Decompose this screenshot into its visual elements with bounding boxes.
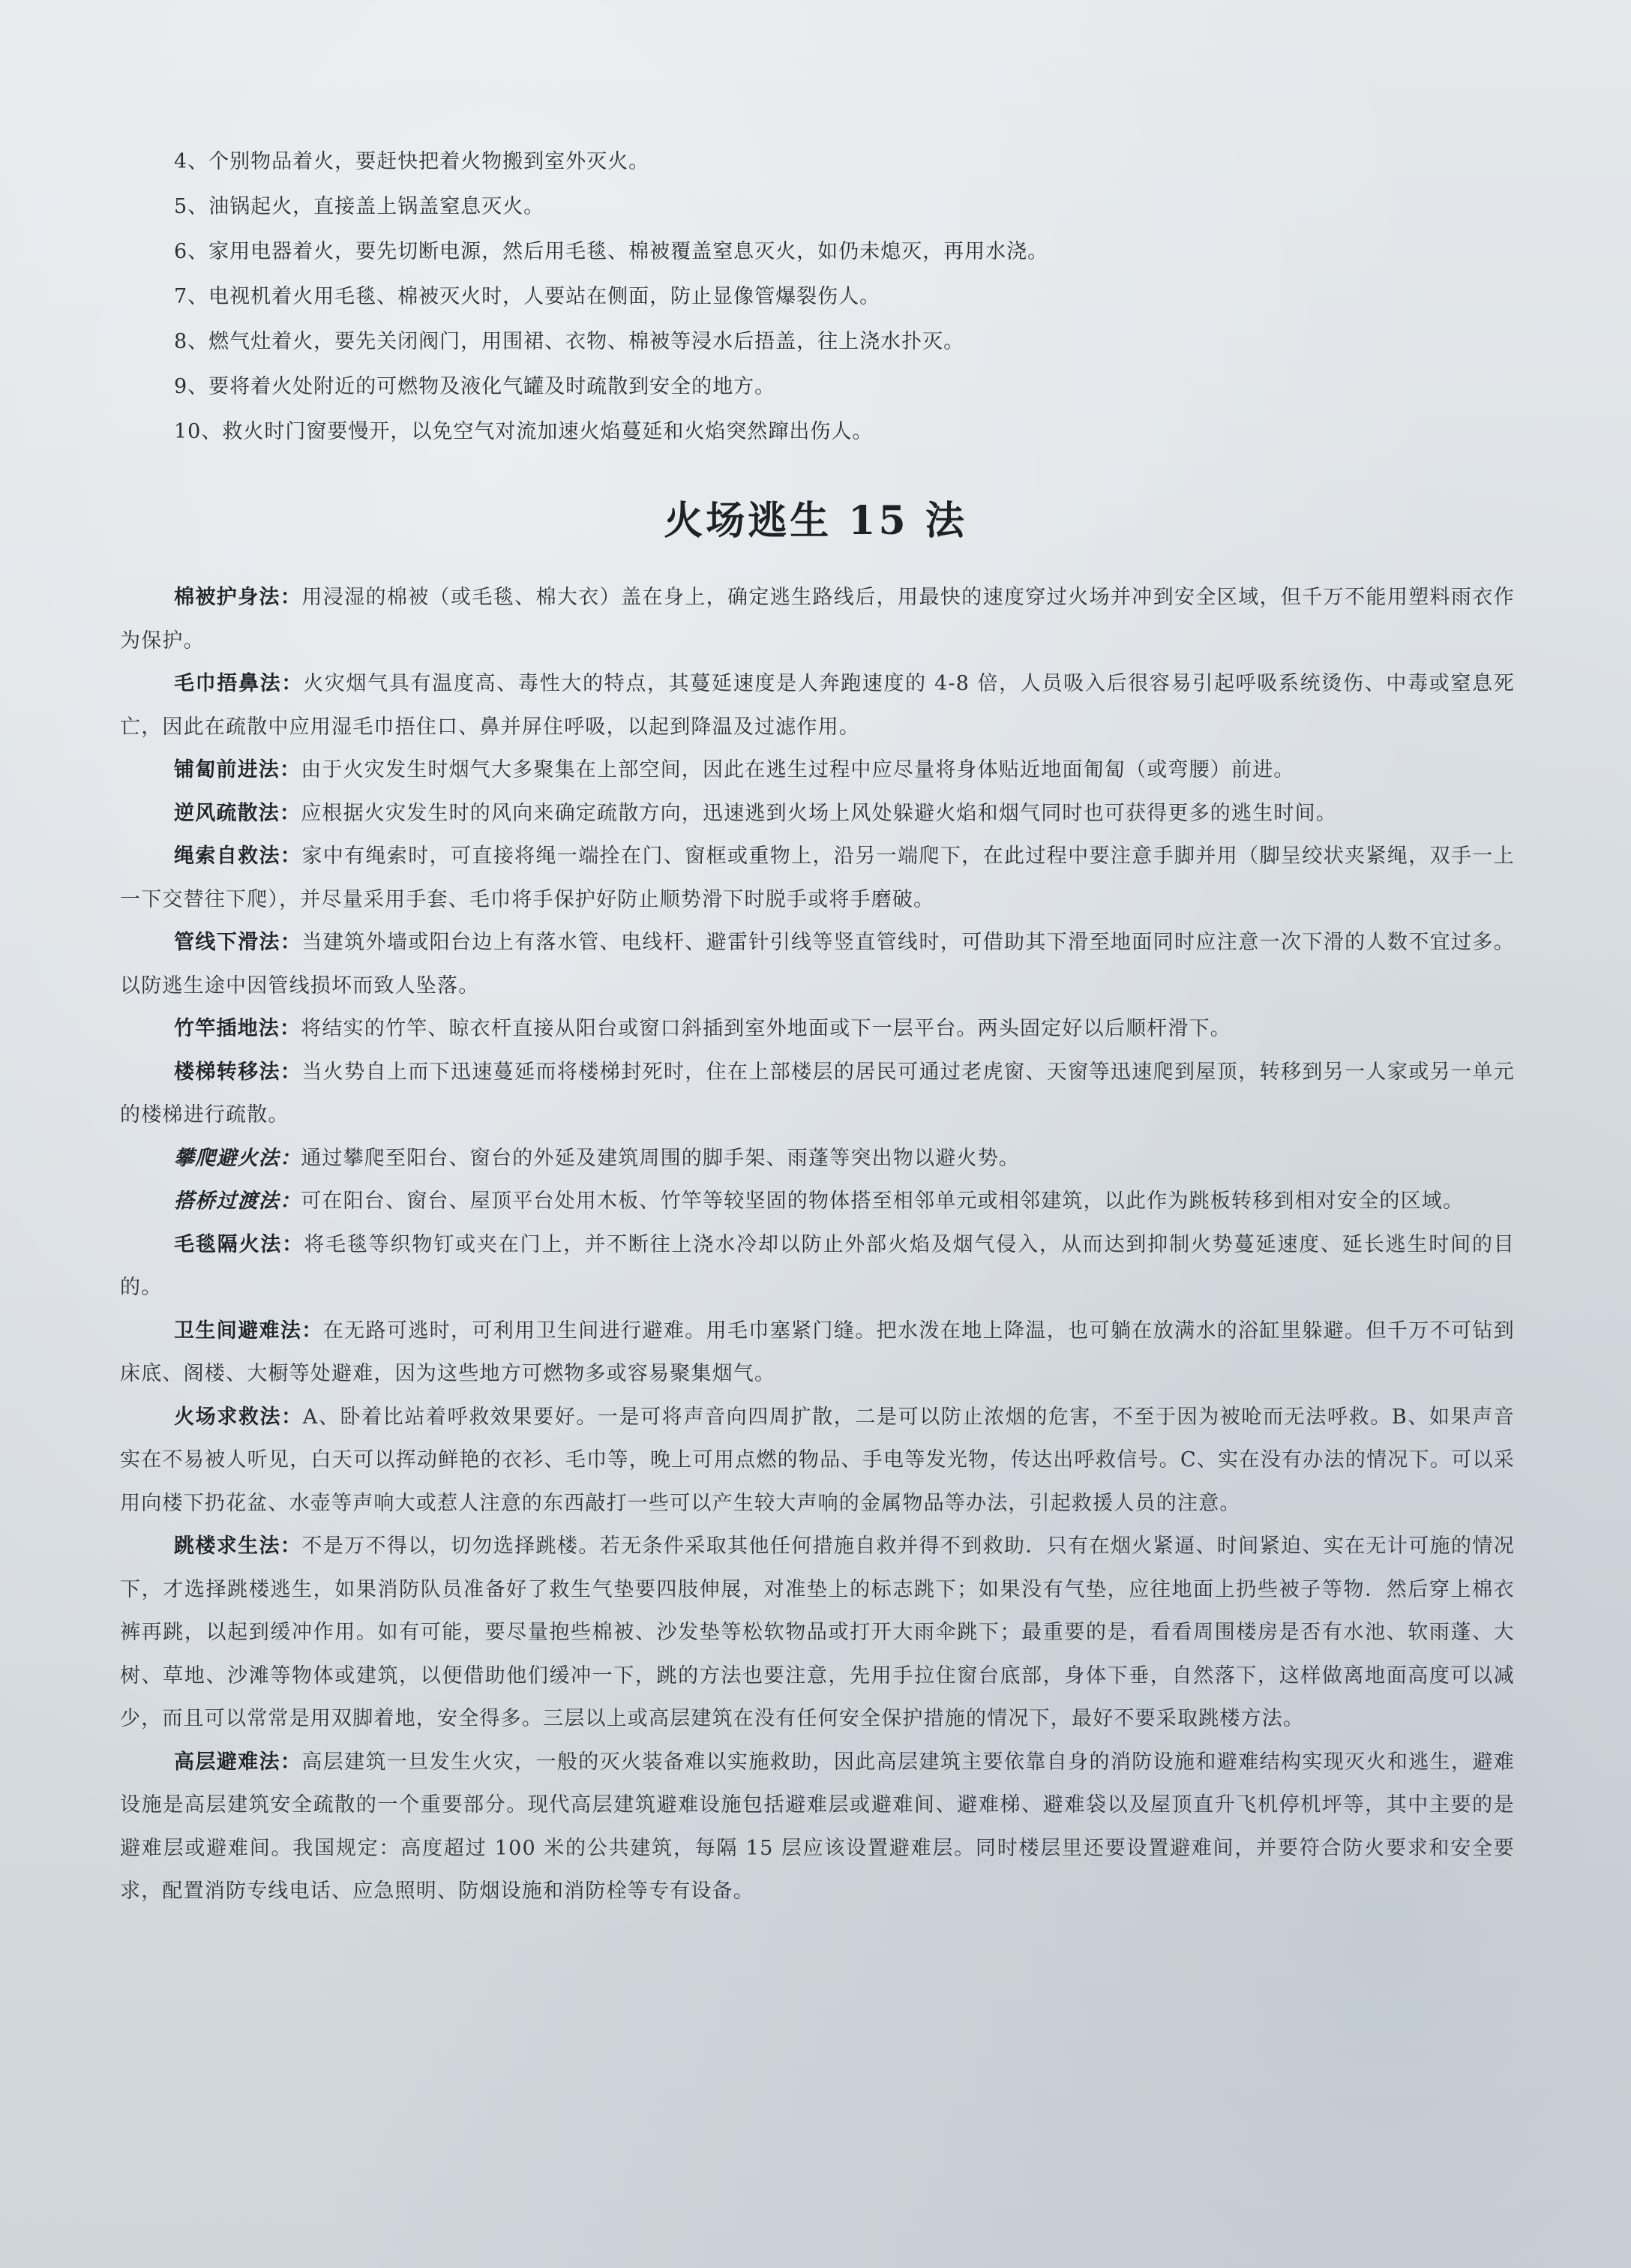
method-text: 将毛毯等织物钉或夹在门上，并不断往上浇水冷却以防止外部火焰及烟气侵入，从而达到抑制火势蔓延速度、延长逃生时间的目的。: [120, 1232, 1516, 1299]
method-paragraph: [120, 1223, 1515, 1310]
method-name: 楼梯转移法：: [174, 1060, 302, 1084]
method-paragraph: [120, 748, 1515, 792]
method-text: 用浸湿的棉被（或毛毯、棉大衣）盖在身上，确定逃生路线后，用最快的速度穿过火场并冲到安全区域，但千万不能用塑料雨衣作为保护。: [120, 586, 1515, 652]
method-text: A、卧着比站着呼救效果要好。一是可将声音向四周扩散，二是可以防止浓烟的危害，不至于因为被呛而无法呼救。B、如果声音实在不易被人听见，白天可以挥动鲜艳的衣衫、毛巾等，晚上可用点燃的物品、手电等发光物，传达出呼救信号。C、实在没有办法的情况下。可以采用向楼下扔花盆、水壶等声响大或惹人注意的东西敲打一些可以产生较大声响的金属物品等办法，引起救援人员的注意。: [120, 1405, 1515, 1515]
method-text: 在无路可逃时，可利用卫生间进行避难。用毛巾塞紧门缝。把水泼在地上降温，也可躺在放满水的浴缸里躲避。但千万不可钻到床底、阁楼、大橱等处避难，因为这些地方可燃物多或容易聚集烟气。: [120, 1318, 1515, 1385]
method-name: 毛毯隔火法：: [174, 1232, 304, 1256]
method-text: 当建筑外墙或阳台边上有落水管、电线杆、避雷针引线等竖直管线时，可借助其下滑至地面同时应注意一次下滑的人数不宜过多。以防逃生途中因管线损坏而致人坠落。: [120, 931, 1515, 998]
method-name: 跳楼求生法：: [174, 1534, 302, 1558]
method-text: 可在阳台、窗台、屋顶平台处用木板、竹竿等较坚固的物体搭至相邻单元或相邻建筑，以此作为跳板转移到相对安全的区域。: [301, 1190, 1465, 1213]
method-paragraph: [120, 662, 1515, 748]
list-item: 5、油锅起火，直接盖上锅盖窒息灭火。: [174, 195, 545, 218]
method-text: 火灾烟气具有温度高、毒性大的特点，其蔓延速度是人奔跑速度的 4-8 倍，人员吸入后很容易引起呼吸系统烫伤、中毒或窒息死亡，因此在疏散中应用湿毛巾捂住口、鼻并屏住呼吸，以起到降温及过滤作用。: [120, 672, 1515, 739]
method-paragraph: [120, 1396, 1515, 1526]
method-paragraph: [120, 1180, 1515, 1223]
list-item: 10、救火时门窗要慢开，以免空气对流加速火焰蔓延和火焰突然蹿出伤人。: [174, 420, 874, 443]
method-text: 家中有绳索时，可直接将绳一端拴在门、窗框或重物上，沿另一端爬下，在此过程中要注意手脚并用（脚呈绞状夹紧绳，双手一上一下交替往下爬），并尽量采用手套、毛巾将手保护好防止顺势滑下时脱手或将手磨破。: [120, 844, 1515, 911]
method-paragraph: [120, 921, 1515, 1007]
method-paragraph: [120, 1310, 1515, 1396]
list-item: 7、电视机着火用毛毯、棉被灭火时，人要站在侧面，防止显像管爆裂伤人。: [174, 285, 881, 308]
method-name: 搭桥过渡法：: [174, 1190, 301, 1213]
method-paragraph: [120, 1741, 1515, 1913]
method-paragraph: [120, 835, 1515, 921]
list-item: 9、要将着火处附近的可燃物及液化气罐及时疏散到安全的地方。: [174, 375, 776, 398]
method-name: 铺匐前进法：: [174, 758, 301, 782]
method-name: 卫生间避难法：: [174, 1318, 323, 1342]
method-text: 通过攀爬至阳台、窗台的外延及建筑周围的脚手架、雨蓬等突出物以避火势。: [301, 1146, 1021, 1170]
method-paragraph: [120, 576, 1515, 662]
extinguishing-tips-list: [174, 140, 1524, 454]
list-item: 6、家用电器着火，要先切断电源，然后用毛毯、棉被覆盖窒息灭火，如仍未熄灭，再用水浇。: [174, 240, 1049, 263]
method-name: 管线下滑法：: [174, 931, 302, 954]
method-text: 由于火灾发生时烟气大多聚集在上部空间，因此在逃生过程中应尽量将身体贴近地面匍匐（或弯腰）前进。: [301, 758, 1295, 782]
page-title: 火场逃生 15 法: [664, 498, 967, 544]
list-item: 8、燃气灶着火，要先关闭阀门，用围裙、衣物、棉被等浸水后捂盖，往上浇水扑灭。: [174, 330, 965, 353]
method-paragraph: [120, 1051, 1515, 1137]
method-name: 绳索自救法：: [174, 844, 302, 868]
method-name: 火场求救法：: [174, 1405, 303, 1429]
method-text: 高层建筑一旦发生火灾，一般的灭火装备难以实施救助，因此高层建筑主要依靠自身的消防设施和避难结构实现灭火和逃生，避难设施是高层建筑安全疏散的一个重要部分。现代高层建筑避难设施包括避难层或避难间、避难梯、避难袋以及屋顶直升飞机停机坪等，其中主要的是避难层或避难间。我国规定：高度超过 100 米的公共建筑，每隔 15 层应该设置避难层。同时楼层里还要设置避难间，并要符合防火要求和安全要求，配置消防专线电话、应急照明、防烟设施和消防栓等专有设备。: [120, 1750, 1515, 1903]
method-paragraph: [120, 792, 1515, 836]
method-name: 攀爬避火法：: [174, 1146, 301, 1170]
method-text: 应根据火灾发生时的风向来确定疏散方向，迅速逃到火场上风处躲避火焰和烟气同时也可获得更多的逃生时间。: [301, 801, 1338, 825]
escape-methods: [120, 576, 1515, 1913]
method-text: 当火势自上而下迅速蔓延而将楼梯封死时，住在上部楼层的居民可通过老虎窗、天窗等迅速爬到屋顶，转移到另一人家或另一单元的楼梯进行疏散。: [120, 1060, 1515, 1126]
method-text: 将结实的竹竿、晾衣杆直接从阳台或窗口斜插到室外地面或下一层平台。两头固定好以后顺杆滑下。: [301, 1017, 1232, 1040]
list-item: 4、个别物品着火，要赶快把着火物搬到室外灭火。: [174, 150, 650, 173]
method-name: 棉被护身法：: [174, 586, 302, 609]
method-name: 逆风疏散法：: [174, 801, 301, 825]
method-text: 不是万不得以，切勿选择跳楼。若无条件采取其他任何措施自救并得不到救助．只有在烟火紧逼、时间紧迫、实在无计可施的情况下，才选择跳楼逃生，如果消防队员准备好了救生气垫要四肢伸展，对准垫上的标志跳下；如果没有气垫，应往地面上扔些被子等物．然后穿上棉衣裤再跳，以起到缓冲作用。如有可能，要尽量抱些棉被、沙发垫等松软物品或打开大雨伞跳下；最重要的是，看看周围楼房是否有水池、软雨蓬、大树、草地、沙滩等物体或建筑，以便借助他们缓冲一下，跳的方法也要注意，先用手拉住窗台底部，身体下垂，自然落下，这样做离地面高度可以减少，而且可以常常是用双脚着地，安全得多。三层以上或高层建筑在没有任何安全保护措施的情况下，最好不要采取跳楼方法。: [120, 1534, 1515, 1730]
method-name: 毛巾捂鼻法：: [174, 672, 304, 695]
method-paragraph: [120, 1525, 1515, 1741]
method-paragraph: [120, 1007, 1515, 1051]
method-name: 高层避难法：: [174, 1750, 302, 1774]
method-paragraph: [120, 1137, 1515, 1180]
method-name: 竹竿插地法：: [174, 1017, 301, 1040]
